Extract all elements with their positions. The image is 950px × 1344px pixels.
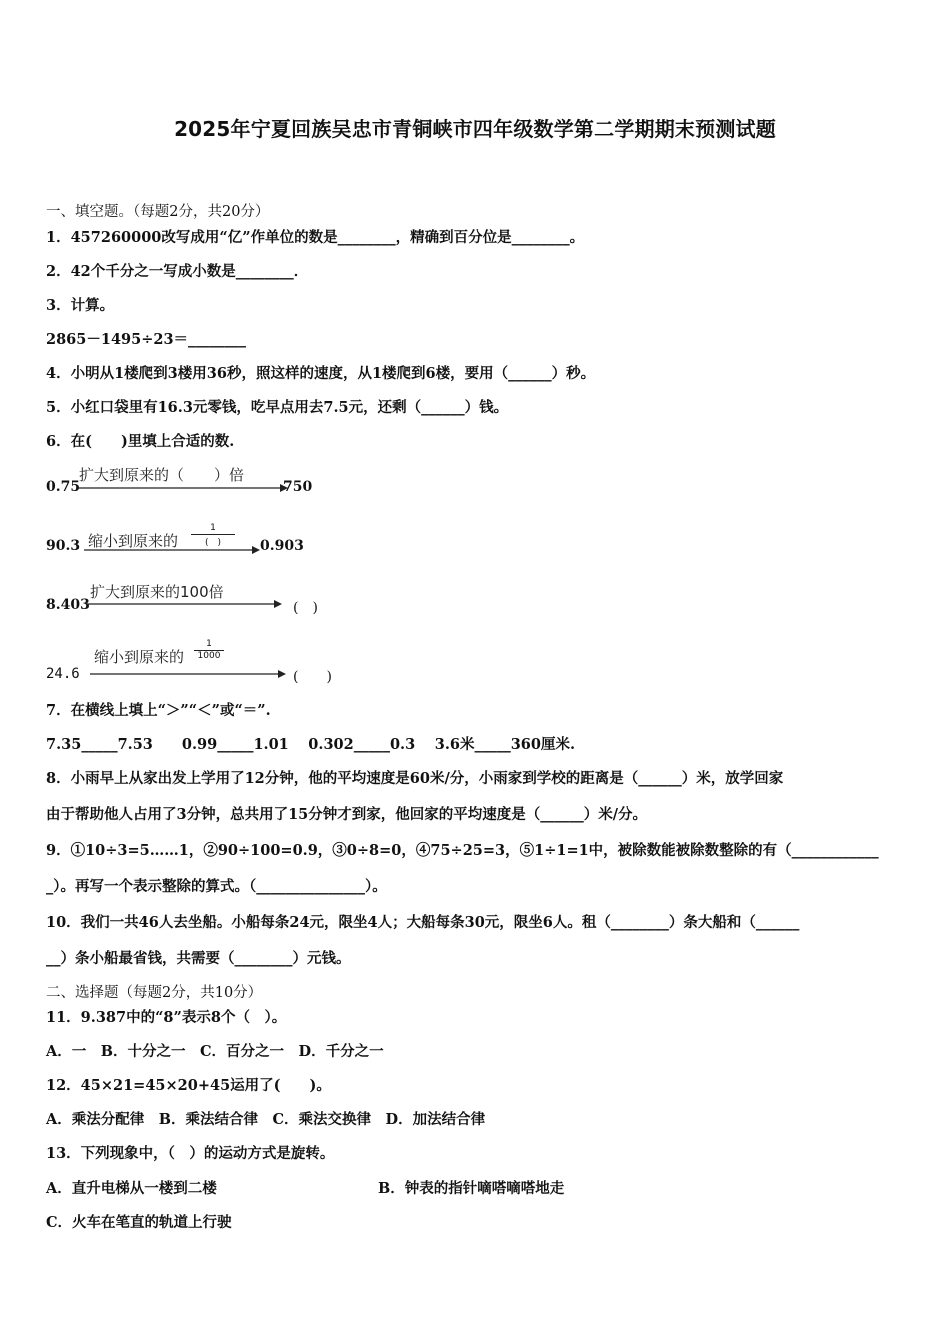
question-13-option-c: C．火车在笔直的轨道上行驶 — [46, 1214, 232, 1231]
q6-row-1-left: 0.75 — [46, 479, 81, 495]
arrow-icon — [86, 600, 282, 608]
q6-row-4-note: 缩小到原来的 — [94, 648, 185, 666]
q6-row-4-right: ( ) — [293, 669, 332, 685]
question-5: 5．小红口袋里有16.3元零钱，吃早点用去7.5元，还剩（______）钱。 — [46, 399, 509, 416]
question-13-option-a: A．直升电梯从一楼到二楼 — [46, 1180, 217, 1197]
question-12-options: A．乘法分配律 B．乘法结合律 C．乘法交换律 D．加法结合律 — [46, 1111, 486, 1128]
question-8-line-2: 由于帮助他人占用了3分钟，总共用了15分钟才到家，他回家的平均速度是（______）米/分。 — [46, 806, 648, 823]
fraction-denominator: 1000 — [194, 650, 224, 661]
question-2: 2．42个千分之一写成小数是________． — [46, 263, 309, 280]
question-1: 1．457260000改写成用“亿”作单位的数是________，精确到百分位是________。 — [46, 229, 585, 246]
arrow-icon — [90, 670, 286, 678]
question-4: 4．小明从1楼爬到3楼用36秒，照这样的速度，从1楼爬到6楼，要用（______）秒。 — [46, 365, 596, 382]
question-13: 13．下列现象中，（ ）的运动方式是旋转。 — [46, 1145, 335, 1162]
q6-row-2-note: 缩小到原来的 — [88, 532, 179, 550]
question-11-options: A．一 B．十分之一 C．百分之一 D．千分之一 — [46, 1043, 384, 1060]
q6-row-3-note: 扩大到原来的100倍 — [90, 583, 224, 601]
question-10-line-1: 10．我们一共46人去坐船。小船每条24元，限坐4人；大船每条30元，限坐6人。租（________）条大船和（______ — [46, 914, 800, 931]
section-heading-fill-blank: 一、填空题。（每题2分，共20分） — [46, 204, 270, 220]
q6-row-2-right: 0.903 — [260, 538, 304, 554]
q6-row-1-note: 扩大到原来的（ ）倍 — [79, 466, 245, 484]
question-3: 3．计算。 — [46, 297, 115, 314]
q6-row-2-fraction — [191, 523, 235, 548]
question-9-line-2: _）。再写一个表示整除的算式。（_______________）。 — [46, 878, 387, 895]
q6-row-4-fraction — [194, 639, 224, 661]
section-heading-choice: 二、选择题（每题2分，共10分） — [46, 985, 263, 1001]
question-6: 6．在( )里填上合适的数. — [46, 433, 235, 450]
q6-row-4-left: 24.6 — [46, 666, 80, 682]
q6-row-3-right: ( ) — [293, 600, 318, 616]
question-7: 7．在横线上填上“＞”“＜”或“＝”. — [46, 702, 271, 719]
fraction-numerator: 1 — [210, 523, 216, 533]
q6-row-2-left: 90.3 — [46, 538, 81, 554]
arrow-icon — [84, 546, 260, 554]
question-13-option-b: B．钟表的指针嘀嗒嘀嗒地走 — [378, 1180, 565, 1197]
fraction-denominator: ( ) — [191, 534, 235, 548]
arrow-icon — [76, 484, 288, 492]
fraction-numerator: 1 — [206, 639, 212, 649]
question-12: 12．45×21=45×20+45运用了( )。 — [46, 1077, 331, 1094]
question-3-expression: 2865－1495÷23＝________ — [46, 331, 247, 348]
q6-row-1-right: 750 — [283, 479, 313, 495]
question-10-line-2: __）条小船最省钱，共需要（________）元钱。 — [46, 950, 351, 967]
question-9-line-1: 9．①10÷3=5……1，②90÷100=0.9，③0÷8=0，④75÷25=3，⑤1÷1=1中，被除数能被除数整除的有（____________ — [46, 842, 879, 859]
question-8-line-1: 8．小雨早上从家出发上学用了12分钟，他的平均速度是60米/分，小雨家到学校的距离是（______）米，放学回家 — [46, 770, 784, 787]
question-11: 11．9.387中的“8”表示8个（ ）。 — [46, 1009, 287, 1026]
question-7-items: 7.35_____7.53 0.99_____1.01 0.302_____0.3 3.6米_____360厘米. — [46, 736, 576, 753]
q6-row-3-left: 8.403 — [46, 597, 90, 613]
page-title: 2025年宁夏回族吴忠市青铜峡市四年级数学第二学期期末预测试题 — [174, 117, 776, 141]
